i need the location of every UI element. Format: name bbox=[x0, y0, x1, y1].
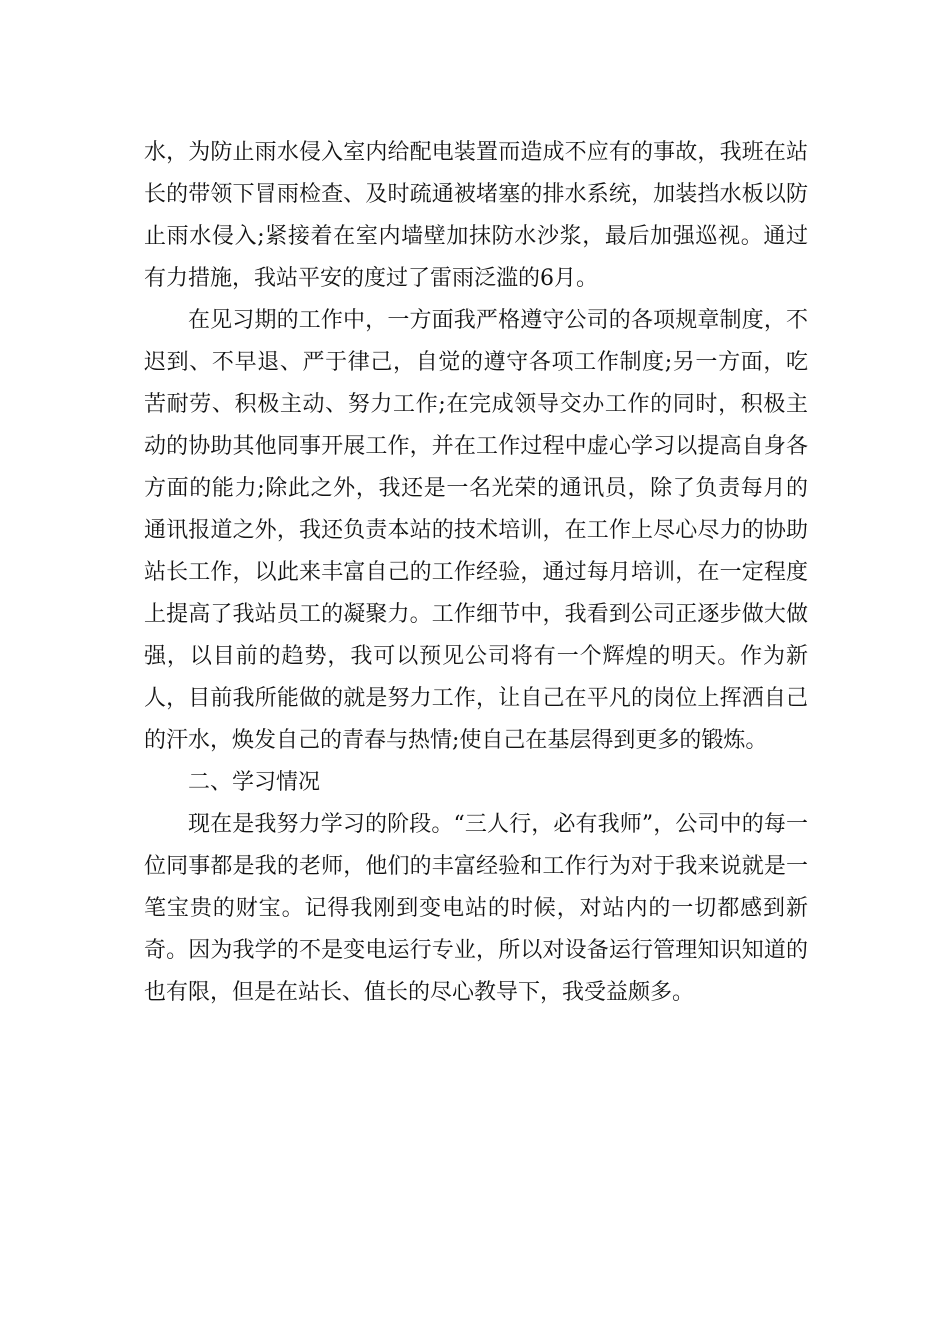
document-body bbox=[144, 132, 808, 1014]
paragraph-1: 水，为防止雨水侵入室内给配电装置而造成不应有的事故，我班在站长的带领下冒雨检查、及时疏通被堵塞的排水系统，加装挡水板以防止雨水侵入;紧接着在室内墙壁加抹防水沙浆，最后加强巡视。通过有力措施，我站平安的度过了雷雨泛滥的6月。 bbox=[144, 140, 808, 291]
section-heading: 二、学习情况 bbox=[188, 770, 321, 795]
paragraph-3: 现在是我努力学习的阶段。“三人行，必有我师”，公司中的每一位同事都是我的老师，他们的丰富经验和工作行为对于我来说就是一笔宝贵的财宝。记得我刚到变电站的时候，对站内的一切都感到新奇。因为我学的不是变电运行专业，所以对设备运行管理知识知道的也有限，但是在站长、值长的尽心教导下，我受益颇多。 bbox=[144, 812, 808, 1005]
paragraph-2: 在见习期的工作中，一方面我严格遵守公司的各项规章制度，不迟到、不早退、严于律己，自觉的遵守各项工作制度;另一方面，吃苦耐劳、积极主动、努力工作;在完成领导交办工作的同时，积极主动的协助其他同事开展工作，并在工作过程中虚心学习以提高自身各方面的能力;除此之外，我还是一名光荣的通讯员，除了负责每月的通讯报道之外，我还负责本站的技术培训，在工作上尽心尽力的协助站长工作，以此来丰富自己的工作经验，通过每月培训，在一定程度上提高了我站员工的凝聚力。工作细节中，我看到公司正逐步做大做强，以目前的趋势，我可以预见公司将有一个辉煌的明天。作为新人，目前我所能做的就是努力工作，让自己在平凡的岗位上挥洒自己的汗水，焕发自己的青春与热情;使自己在基层得到更多的锻炼。 bbox=[144, 308, 808, 753]
